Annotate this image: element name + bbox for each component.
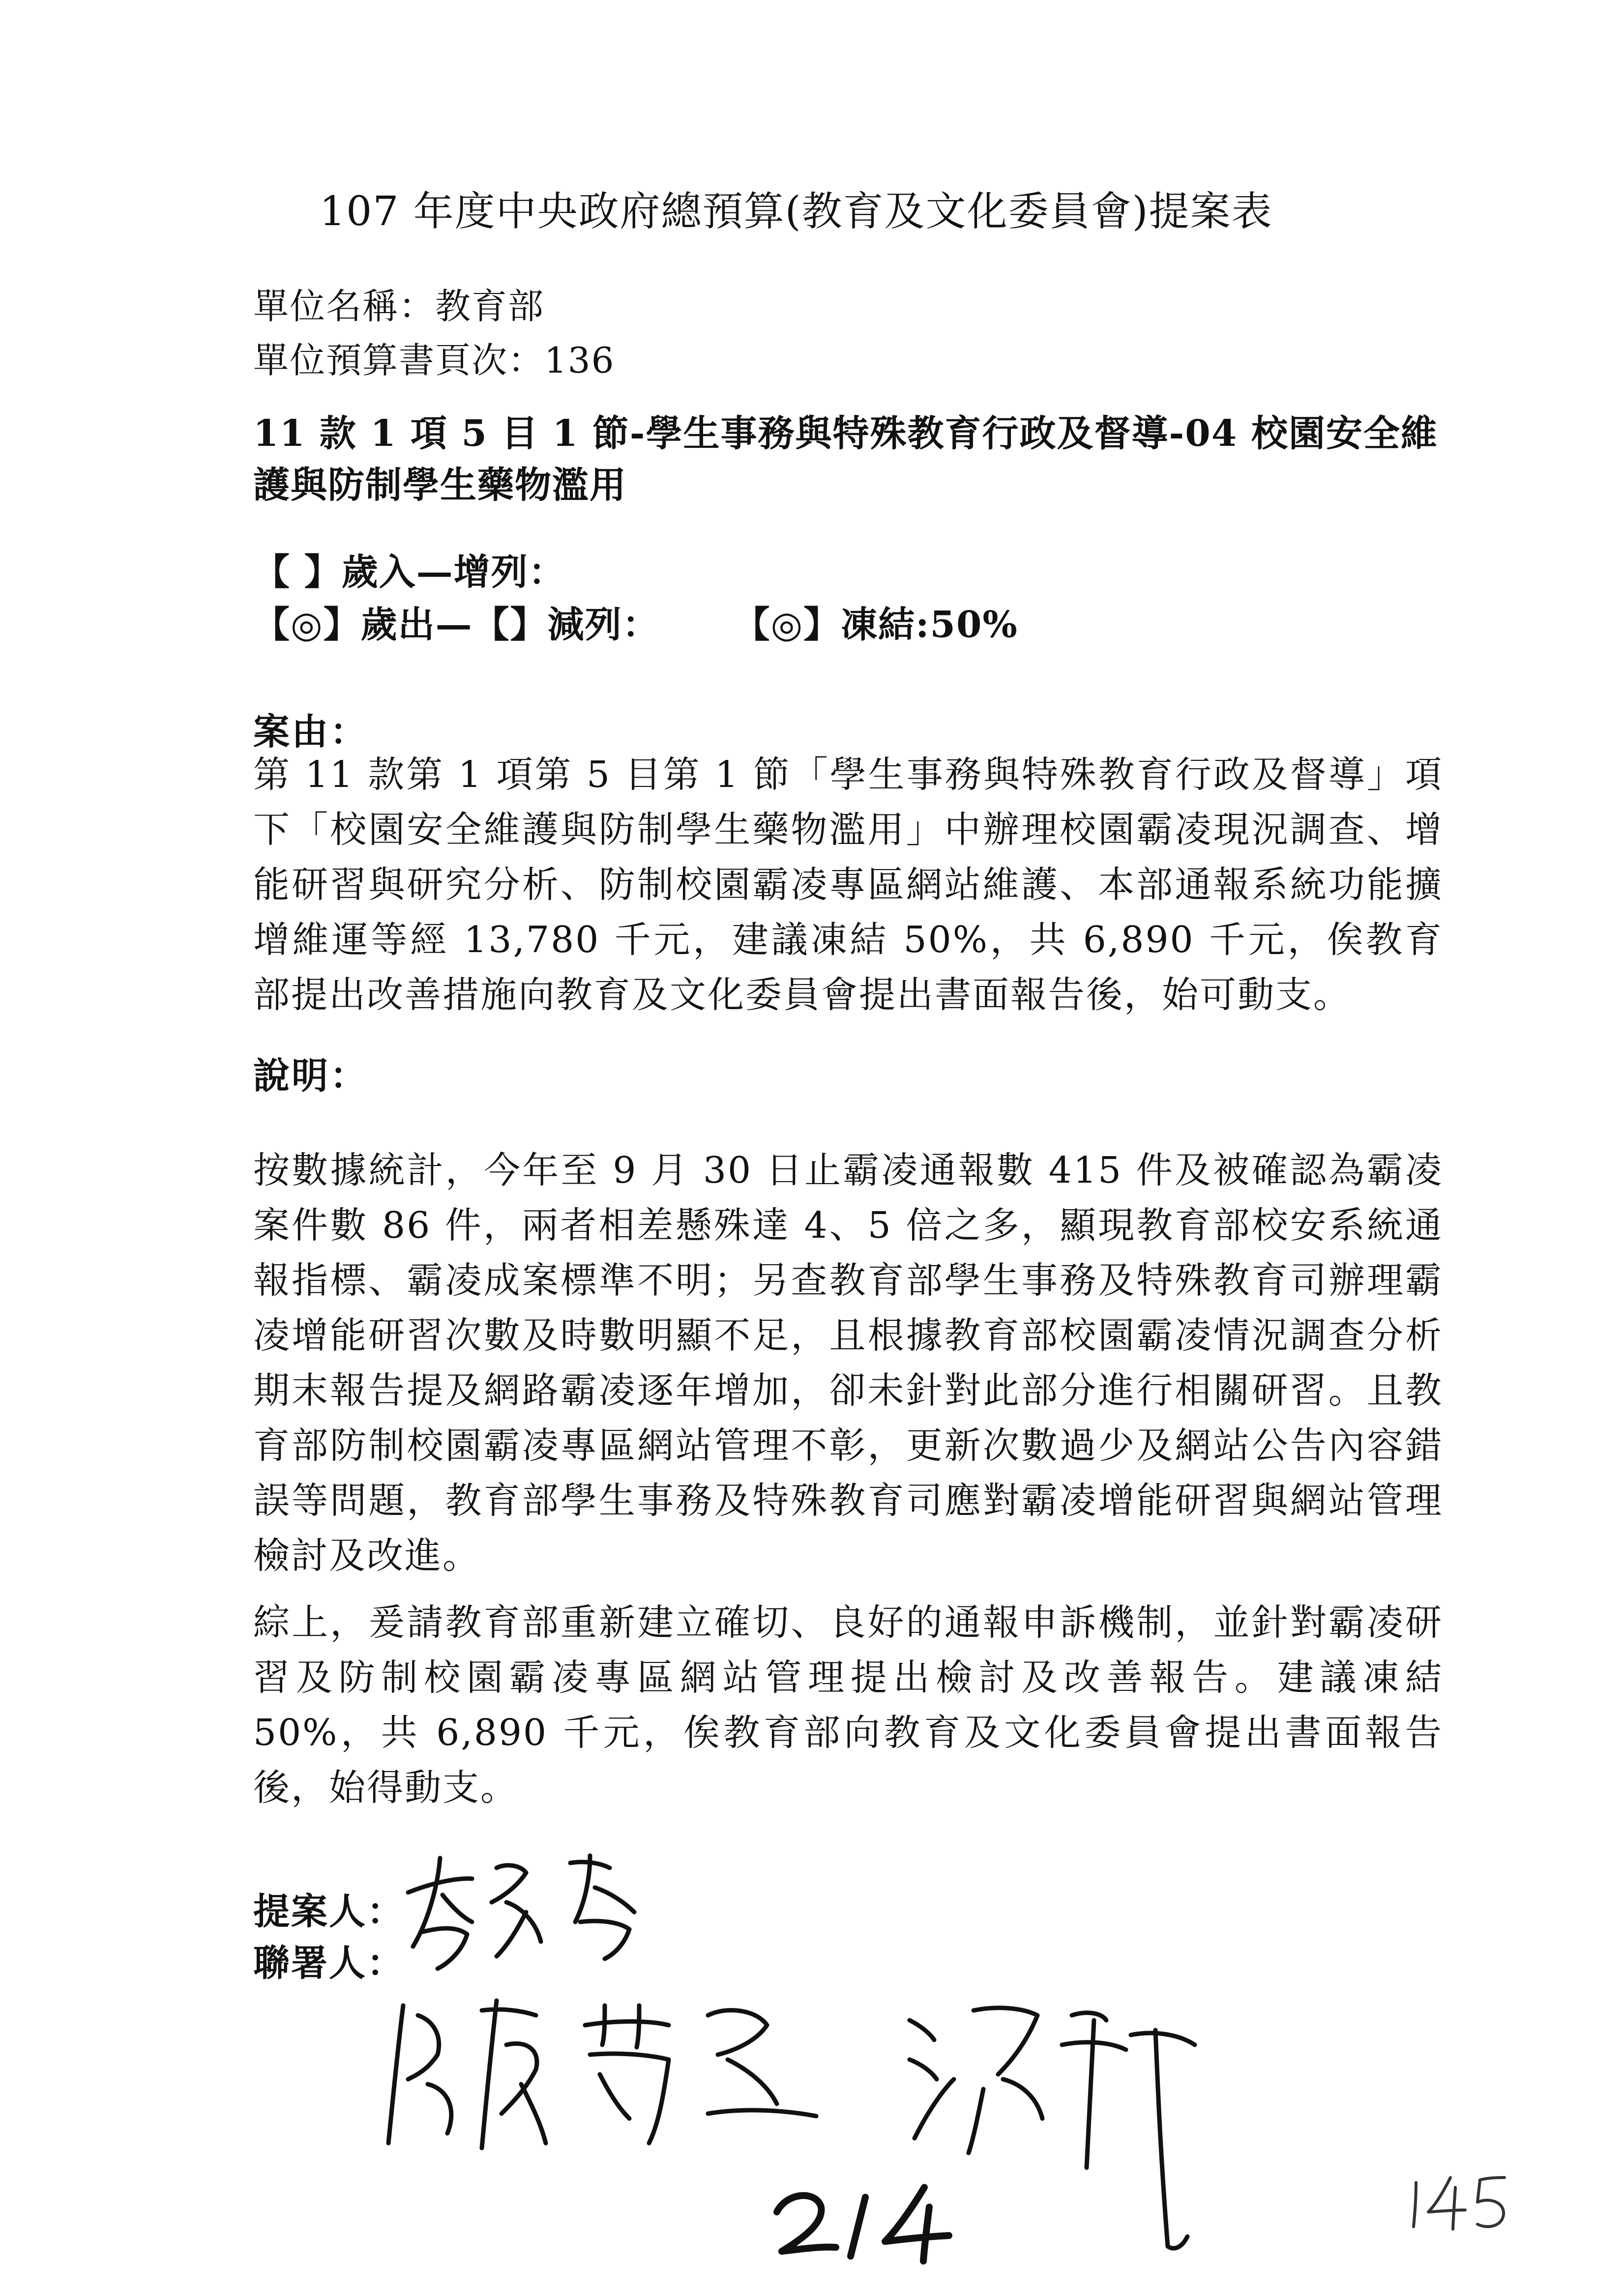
- expenditure-option: 【◎】歲出—【】減列：: [253, 604, 660, 646]
- budget-item-heading: 11 款 1 項 5 目 1 節-學生事務與特殊教育行政及督導-04 校園安全維護與防制學生藥物濫用: [253, 412, 1438, 506]
- cosigner-signature-1: [374, 1986, 856, 2163]
- proposer-signature: [393, 1848, 669, 1976]
- unit-name: 單位名稱：教育部: [253, 286, 545, 327]
- explanation-heading: 說明：: [253, 1055, 368, 1097]
- budget-page-number: 單位預算書頁次：136: [253, 340, 615, 381]
- handwritten-number: [767, 2178, 974, 2266]
- document-title: 107 年度中央政府總預算(教育及文化委員會)提案表: [320, 188, 1273, 235]
- handwritten-page-number: [1406, 2168, 1524, 2237]
- reason-text: 第 11 款第 1 項第 5 目第 1 節「學生事務與特殊教育行政及督導」項下「校園安全維護與防制學生藥物濫用」中辦理校園霸凌現況調查、增能研習與研究分析、防制校園霸凌專區網站維護、本部通報系統功能擴增維運等經 13,780 千元，建議凍結 50%，共 6,890 千元，俟教育部提出改善措施向教育及文化委員會提出書面報告後，始可動支。: [253, 754, 1443, 1016]
- explanation-paragraph-2: 綜上，爰請教育部重新建立確切、良好的通報申訴機制，並針對霸凌研習及防制校園霸凌專區網站管理提出檢討及改善報告。建議凍結 50%，共 6,890 千元，俟教育部向教育及文化委員會提出書面報告後，始得動支。: [253, 1601, 1443, 1809]
- proposer-label: 提案人：: [253, 1890, 405, 1933]
- reason-heading: 案由：: [253, 711, 368, 753]
- revenue-option: 【 】歲入—增列：: [253, 551, 566, 593]
- freeze-option: 【◎】凍結:50%: [733, 604, 1018, 646]
- expenditure-option-row: [253, 596, 1018, 648]
- cosigner-label: 聯署人：: [253, 1942, 405, 1984]
- explanation-paragraph-1: 按數據統計，今年至 9 月 30 日止霸凌通報數 415 件及被確認為霸凌案件數 86 件，兩者相差懸殊達 4、5 倍之多，顯現教育部校安系統通報指標、霸凌成案標準不明；另查教育部學生事務及特殊教育司辦理霸凌增能研習次數及時數明顯不足，且根據教育部校園霸凌情況調查分析期末報告提及網路霸凌逐年增加，卻未針對此部分進行相關研習。且教育部防制校園霸凌專區網站管理不彰，更新次數過少及網站公告內容錯誤等問題，教育部學生事務及特殊教育司應對霸凌增能研習與網站管理檢討及改進。: [253, 1149, 1443, 1577]
